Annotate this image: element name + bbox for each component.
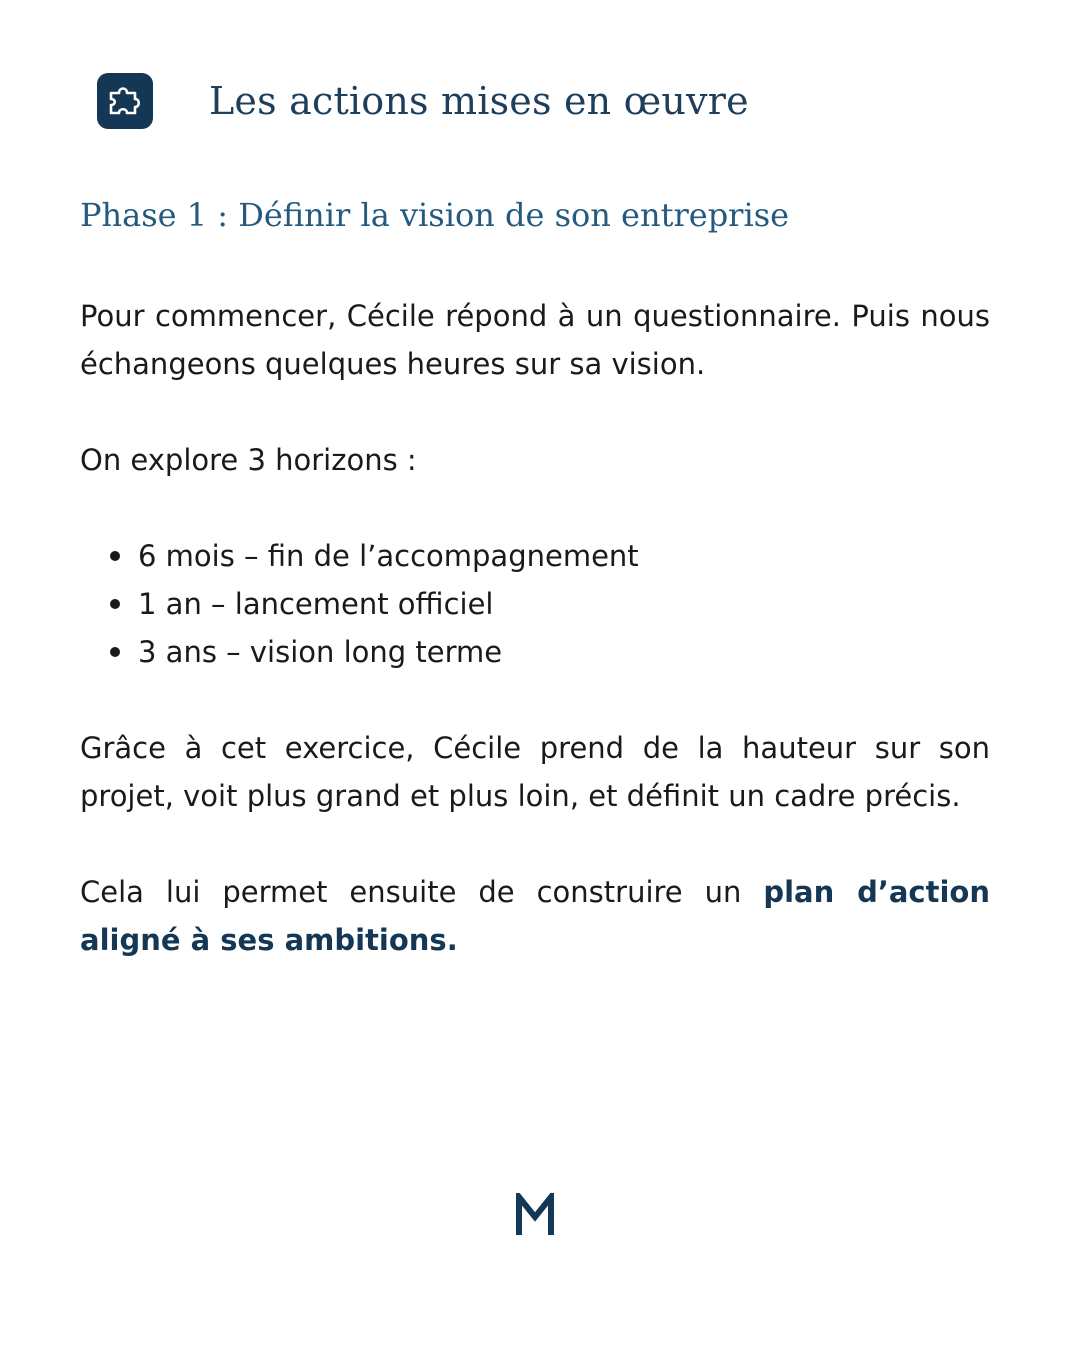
bullet-icon: [110, 647, 120, 657]
horizons-list: [80, 532, 639, 676]
list-item-text: 1 an – lancement officiel: [138, 587, 494, 621]
conclusion-text: Cela lui permet ensuite de construire un: [80, 875, 764, 909]
horizons-intro: On explore 3 horizons :: [80, 443, 417, 477]
list-item-text: 6 mois – fin de l’accompagnement: [138, 539, 639, 573]
bullet-icon: [110, 599, 120, 609]
list-item-text: 3 ans – vision long terme: [138, 635, 503, 669]
conclusion-highlight: plan d’action aligné à ses ambitions.: [80, 875, 990, 957]
bullet-icon: [110, 551, 120, 561]
conclusion-paragraph: [80, 868, 990, 964]
list-item: [80, 580, 639, 628]
list-item: [80, 532, 639, 580]
intro-paragraph: Pour commencer, Cécile répond à un questionnaire. Puis nous échangeons quelques heures sur sa vision.: [80, 299, 990, 381]
result-paragraph: Grâce à cet exercice, Cécile prend de la hauteur sur son projet, voit plus grand et plus loin, et définit un cadre précis.: [80, 731, 990, 813]
page-header: [97, 73, 749, 129]
brand-logo: [515, 1193, 555, 1237]
page-title: Les actions mises en œuvre: [209, 79, 749, 123]
puzzle-piece-icon: [97, 73, 153, 129]
phase-title: Phase 1 : Définir la vision de son entreprise: [80, 196, 790, 234]
list-item: [80, 628, 639, 676]
